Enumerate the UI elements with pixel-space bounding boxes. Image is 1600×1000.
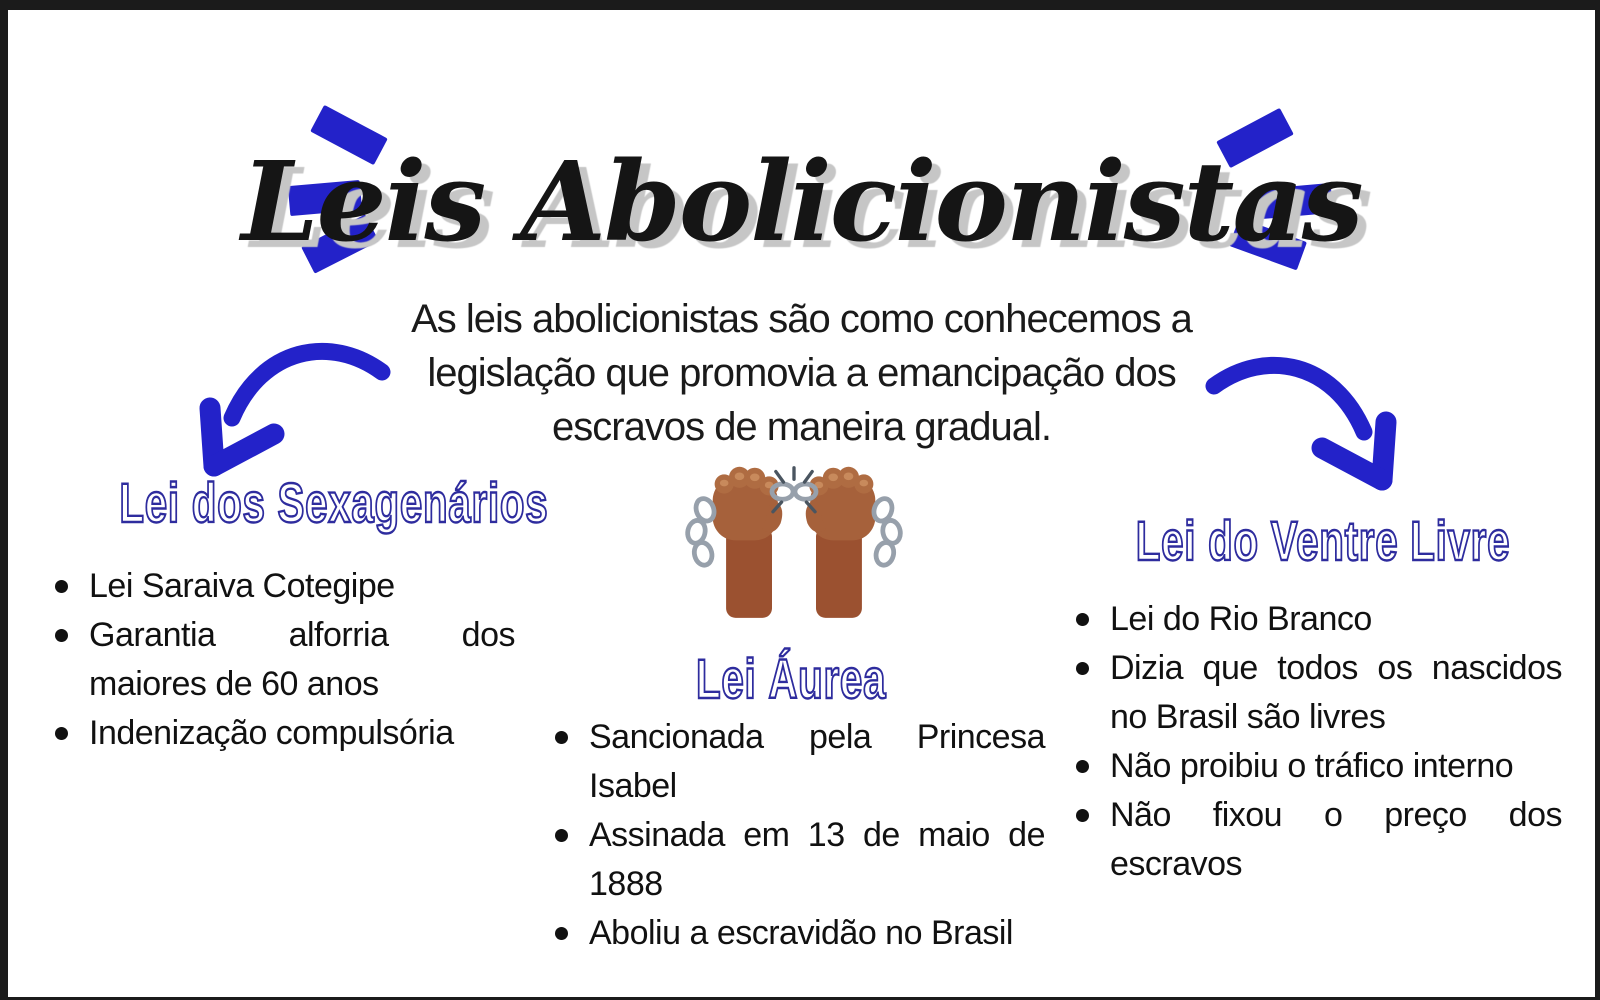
section-list-ventre-livre (1074, 595, 1562, 889)
bullet-text: escravos (1110, 845, 1243, 883)
section-list-sexagenarios (53, 562, 515, 758)
fists-breaking-chains-icon (684, 458, 904, 620)
bullet-dot (555, 927, 568, 940)
list-item (553, 713, 1045, 811)
bullet-dot (1076, 613, 1089, 626)
curved-arrow-left-icon (180, 342, 392, 482)
section-title-ventre-livre (1063, 510, 1563, 572)
bullet-dot (555, 731, 568, 744)
page-title: Leis Abolicionistas (241, 137, 1362, 266)
bullet-dot (55, 580, 68, 593)
bullet-dot (555, 829, 568, 842)
intro-line: As leis abolicionistas são como conhecemos a (411, 297, 1192, 341)
bullet-dot (55, 727, 68, 740)
bullet-text: maiores de 60 anos (89, 665, 379, 703)
section-title-text: Lei dos Sexagenários (119, 471, 549, 534)
bullet-dot (1076, 662, 1089, 675)
list-item (1074, 644, 1562, 742)
bullet-text: Lei do Rio Branco (1110, 600, 1372, 638)
bullet-text: Dizia que todos os nascidos (1110, 649, 1562, 687)
bullet-dot (1076, 760, 1089, 773)
section-title-sexagenarios (36, 471, 549, 534)
section-title-text: Lei do Ventre Livre (1135, 509, 1511, 572)
curved-arrow-right-icon (1204, 356, 1416, 496)
intro-line: escravos de maneira gradual. (552, 405, 1051, 449)
bullet-text: no Brasil são livres (1110, 698, 1386, 736)
bullet-text: Lei Saraiva Cotegipe (89, 567, 395, 605)
list-item (53, 562, 515, 611)
list-item (53, 611, 515, 709)
intro-line: legislação que promovia a emancipação dos (427, 351, 1176, 395)
bullet-text: Garantia alforria dos (89, 616, 515, 654)
section-title-aurea (536, 648, 1046, 710)
list-item (53, 709, 515, 758)
list-item (553, 811, 1045, 909)
bullet-text: Indenização compulsória (89, 714, 454, 752)
list-item (1074, 595, 1562, 644)
bullet-dot (55, 629, 68, 642)
bullet-text: Assinada em 13 de maio de (589, 816, 1045, 854)
list-item (1074, 791, 1562, 889)
bullet-dot (1076, 809, 1089, 822)
bullet-text: Aboliu a escravidão no Brasil (589, 914, 1013, 952)
bullet-text: Sancionada pela Princesa (589, 718, 1045, 756)
bullet-text: Não proibiu o tráfico interno (1110, 747, 1514, 785)
bullet-text: Não fixou o preço dos (1110, 796, 1562, 834)
section-title-text: Lei Áurea (695, 647, 887, 710)
bullet-text: 1888 (589, 865, 663, 903)
list-item (1074, 742, 1562, 791)
section-list-aurea (553, 713, 1045, 958)
bullet-text: Isabel (589, 767, 677, 805)
list-item (553, 909, 1045, 958)
